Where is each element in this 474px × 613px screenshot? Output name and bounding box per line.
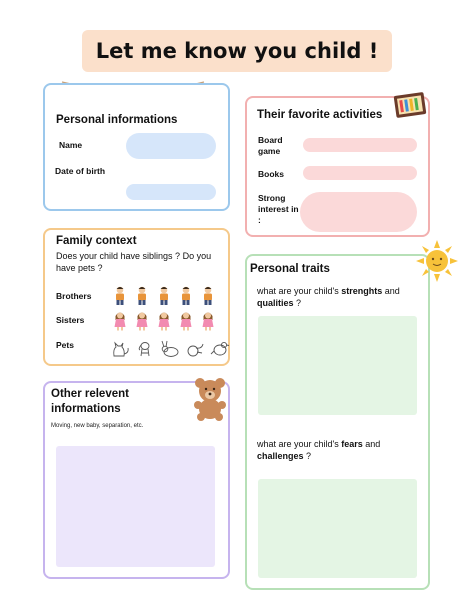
sun-icon (416, 240, 458, 282)
fears-question: what are your child's fears and challenges ? (257, 439, 381, 461)
girl-icon (179, 311, 193, 336)
activities-heading: Their favorite activities (257, 109, 383, 121)
board-game-icon (392, 90, 428, 120)
girl-icon (113, 311, 127, 336)
brothers-row (113, 286, 215, 311)
traits-heading: Personal traits (250, 263, 330, 275)
dob-label: Date of birth (55, 166, 106, 176)
dob-field[interactable] (126, 184, 216, 200)
page-title: Let me know you child ! (95, 39, 379, 63)
strong-interest-field[interactable] (300, 192, 417, 232)
sisters-label: Sisters (56, 315, 85, 325)
other-field[interactable] (56, 446, 215, 567)
boy-icon (201, 286, 215, 311)
girl-icon (157, 311, 171, 336)
boy-icon (113, 286, 127, 311)
sisters-row (113, 311, 215, 336)
name-label: Name (59, 140, 83, 150)
strengths-field[interactable] (258, 316, 417, 415)
personal-info-heading: Personal informations (56, 114, 178, 126)
board-game-label: Board game (258, 135, 283, 156)
teddy-bear-icon (189, 375, 231, 421)
books-field[interactable] (303, 166, 417, 180)
cat-icon (110, 340, 130, 363)
board-game-field[interactable] (303, 138, 417, 152)
books-label: Books (258, 169, 284, 179)
girl-icon (201, 311, 215, 336)
pets-row (110, 340, 230, 363)
boy-icon (179, 286, 193, 311)
brothers-label: Brothers (56, 291, 92, 301)
pets-label: Pets (56, 340, 74, 350)
name-field[interactable] (126, 133, 216, 159)
bird-icon (185, 340, 205, 363)
fears-field[interactable] (258, 479, 417, 578)
family-heading: Family context (56, 235, 137, 247)
girl-icon (135, 311, 149, 336)
boy-icon (135, 286, 149, 311)
strong-interest-label: Strong interest in : (258, 193, 299, 225)
page-title-box (82, 30, 392, 72)
rabbit-icon (160, 340, 180, 363)
other-heading: Other relevent informations (51, 388, 129, 415)
family-question: Does your child have siblings ? Do you have pets ? (56, 251, 212, 273)
boy-icon (157, 286, 171, 311)
turtle-icon (210, 340, 230, 363)
dog-icon (135, 340, 155, 363)
other-hint: Moving, new baby, separation, etc. (51, 423, 144, 429)
strengths-question: what are your child's strenghts and qualities ? (257, 286, 400, 308)
